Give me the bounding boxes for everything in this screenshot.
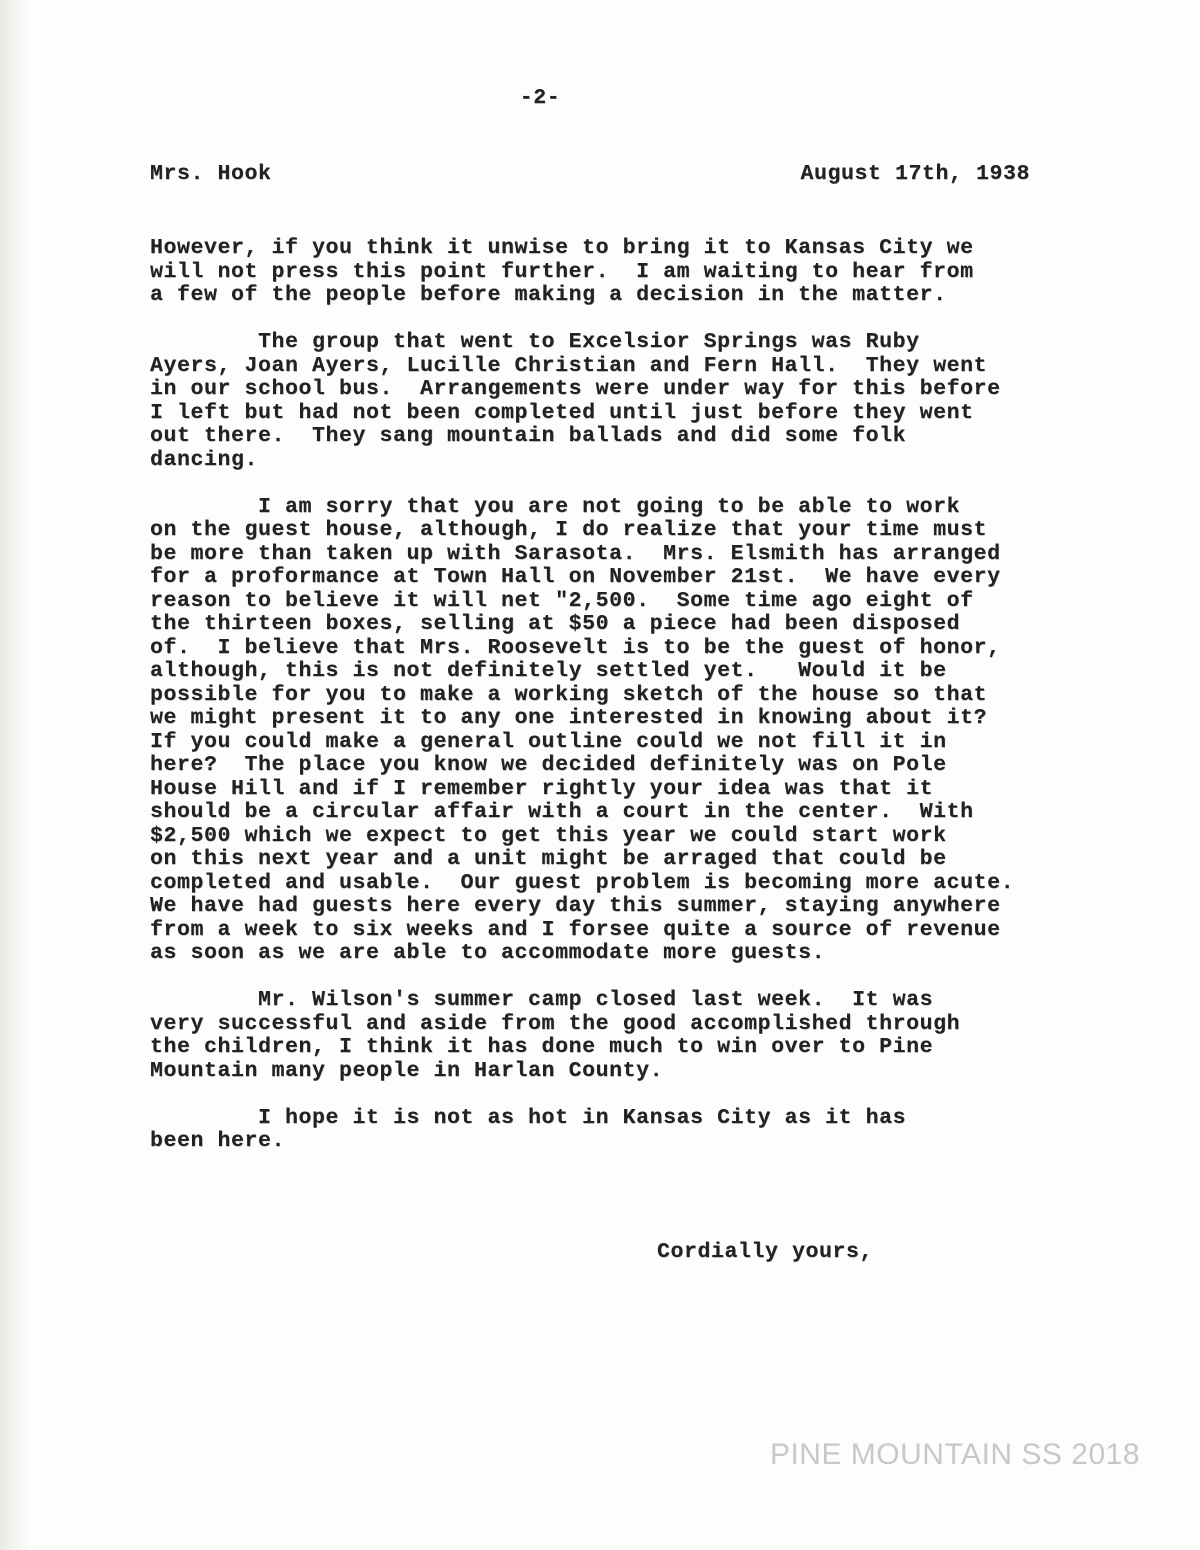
text-line: very successful and aside from the good accomplished through — [150, 1011, 961, 1036]
paragraph-5 — [150, 1107, 1045, 1154]
text-line: the children, I think it has done much to win over to Pine — [150, 1035, 934, 1059]
text-line: possible for you to make a working sketch of the house so that — [150, 682, 988, 707]
paragraph-3 — [150, 496, 1045, 966]
text-line: If you could make a general outline could we not fill it in — [150, 729, 947, 754]
paragraph-1 — [150, 237, 1045, 308]
text-line: a few of the people before making a decision in the matter. — [150, 283, 947, 307]
text-line: reason to believe it will net "2,500. Some time ago eight of — [150, 588, 974, 613]
text-line: completed and usable. Our guest problem is becoming more acute. — [150, 870, 1015, 895]
text-line: we might present it to any one interested in knowing about it? — [150, 706, 988, 730]
text-line: from a week to six weeks and I forsee quite a source of revenue — [150, 917, 1001, 942]
closing-salutation: Cordially yours, — [657, 1240, 874, 1264]
text-line: for a proformance at Town Hall on November 21st. We have every — [150, 565, 1001, 589]
text-line: dancing. — [150, 447, 259, 472]
paragraph-2 — [150, 331, 1045, 472]
text-line: although, this is not definitely settled yet. Would it be — [150, 659, 947, 683]
text-line: in our school bus. Arrangements were under way for this before — [150, 377, 1001, 401]
text-line: I left but had not been completed until just before they went — [150, 400, 974, 425]
text-line: $2,500 which we expect to get this year we could start work — [150, 823, 947, 848]
text-line: Mr. Wilson's summer camp closed last week. It was — [150, 988, 934, 1012]
text-line: the thirteen boxes, selling at $50 a piece had been disposed — [150, 612, 961, 636]
letter-body — [150, 237, 1045, 1177]
page-number: -2- — [519, 86, 561, 110]
text-line: here? The place you know we decided definitely was on Pole — [150, 753, 947, 777]
text-line: been here. — [150, 1129, 286, 1153]
text-line: should be a circular affair with a court in the center. With — [150, 800, 974, 824]
text-line: However, if you think it unwise to bring it to Kansas City we — [150, 236, 974, 260]
text-line: I am sorry that you are not going to be able to work — [150, 494, 961, 519]
text-line: We have had guests here every day this summer, staying anywhere — [150, 894, 1001, 918]
text-line: House Hill and if I remember rightly your idea was that it — [150, 776, 934, 801]
text-line: out there. They sang mountain ballads and did some folk — [150, 424, 907, 448]
text-line: as soon as we are able to accommodate more guests. — [150, 941, 826, 965]
text-line: of. I believe that Mrs. Roosevelt is to be the guest of honor, — [150, 635, 1001, 660]
letter-date: August 17th, 1938 — [800, 162, 1030, 186]
text-line: I hope it is not as hot in Kansas City as it has — [150, 1105, 907, 1130]
text-line: will not press this point further. I am waiting to hear from — [150, 259, 974, 284]
text-line: on the guest house, although, I do realize that your time must — [150, 518, 988, 542]
text-line: The group that went to Excelsior Springs was Ruby — [150, 330, 920, 354]
text-line: be more than taken up with Sarasota. Mrs. Elsmith has arranged — [150, 541, 1001, 566]
text-line: Mountain many people in Harlan County. — [150, 1058, 664, 1083]
archive-watermark: PINE MOUNTAIN SS 2018 — [769, 1438, 1140, 1471]
recipient-name: Mrs. Hook — [150, 162, 272, 186]
text-line: Ayers, Joan Ayers, Lucille Christian and Fern Hall. They went — [150, 353, 988, 378]
paragraph-4 — [150, 989, 1045, 1083]
scan-edge-shadow — [0, 0, 30, 1550]
text-line: on this next year and a unit might be arraged that could be — [150, 847, 947, 871]
